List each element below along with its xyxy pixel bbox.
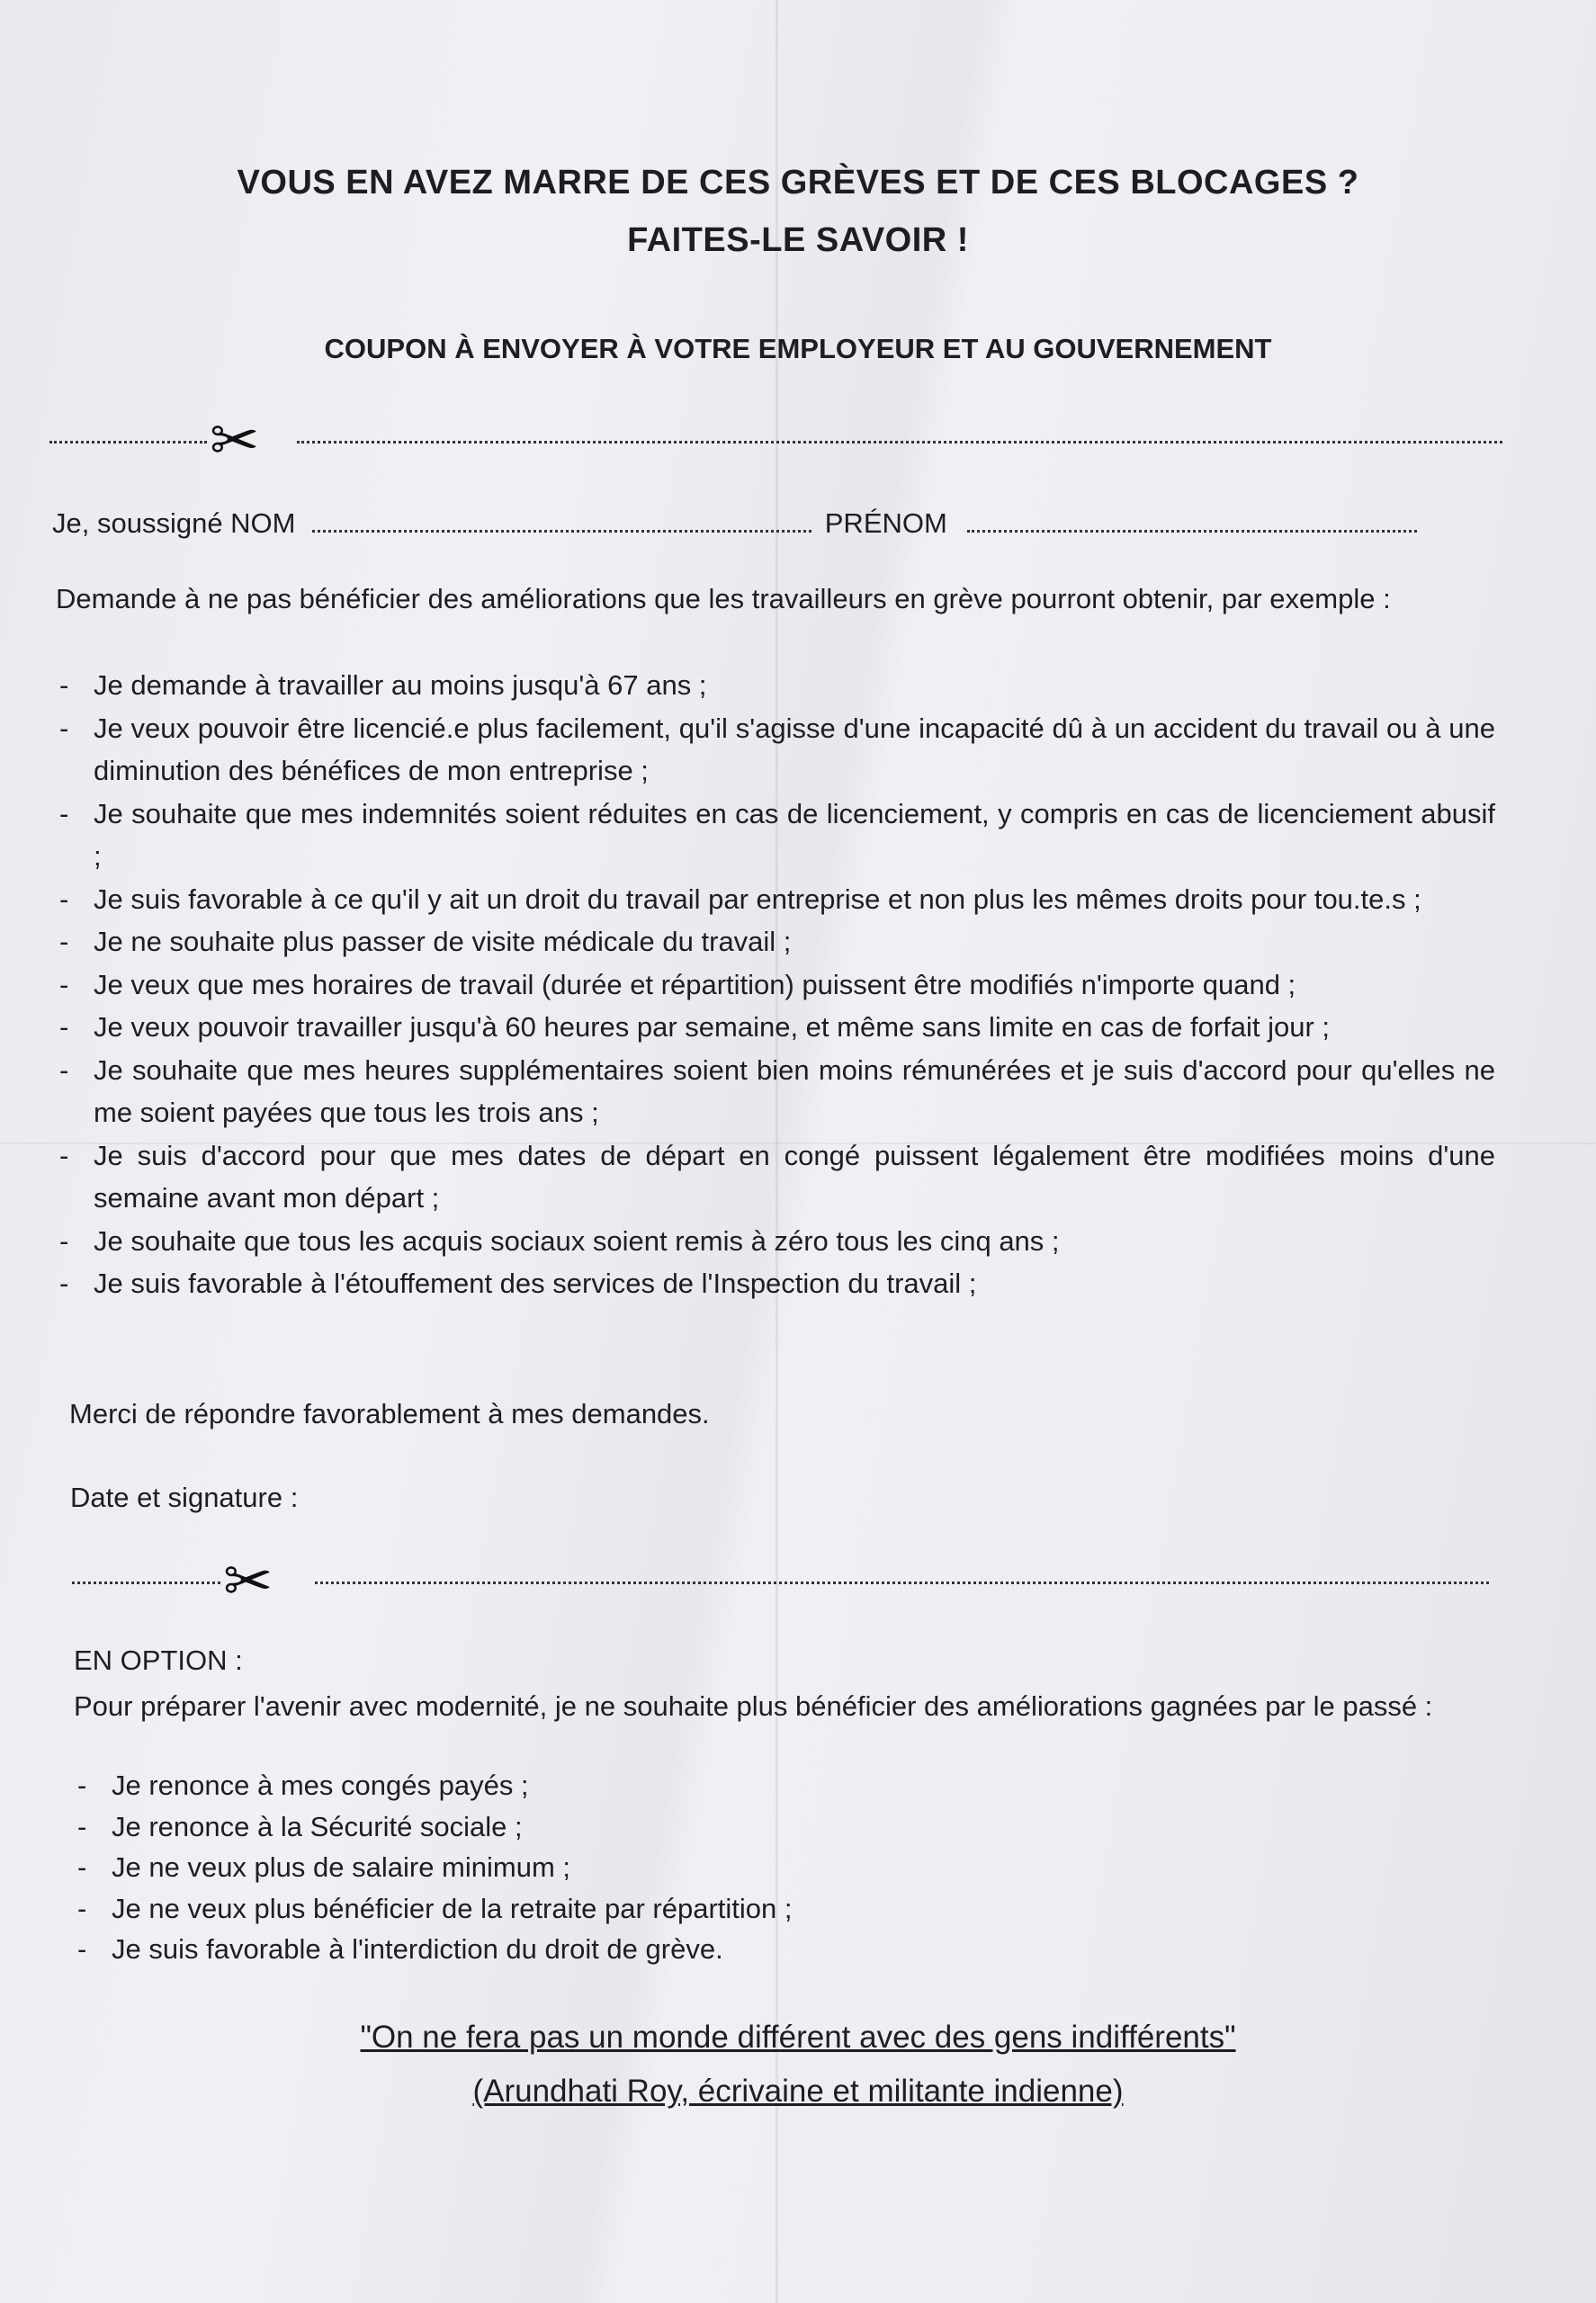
date-signature-label: Date et signature : xyxy=(70,1482,299,1513)
cut-line-top xyxy=(49,407,1502,473)
cut-line-dots xyxy=(315,1582,1489,1584)
list-item: - Je veux pouvoir travailler jusqu'à 60 heures par semaine, et même sans limite en cas de forfait jour ; xyxy=(56,1006,1495,1049)
option-text: Pour préparer l'avenir avec modernité, je ne souhaite plus bénéficier des améliorations gagnées par le passé : xyxy=(74,1690,1433,1722)
option-heading: EN OPTION : xyxy=(74,1644,243,1676)
closing-text: Merci de répondre favorablement à mes demandes. xyxy=(69,1398,710,1429)
list-item: - Je demande à travailler au moins jusqu'à 67 ans ; xyxy=(56,664,1495,707)
scissors-icon: ✂ xyxy=(210,407,260,473)
list-item: - Je suis favorable à ce qu'il y ait un droit du travail par entreprise et non plus les mêmes droits pour tou.te.s ; xyxy=(56,878,1495,921)
nom-label: Je, soussigné NOM xyxy=(52,507,296,539)
cut-line-dots xyxy=(297,441,1502,444)
title-line-2: FAITES-LE SAVOIR ! xyxy=(627,221,969,259)
list-item: - Je ne veux plus de salaire minimum ; xyxy=(74,1847,1423,1888)
cut-line-dots xyxy=(49,441,207,444)
demands-list xyxy=(56,664,1495,1305)
list-item: - Je souhaite que tous les acquis sociaux soient remis à zéro tous les cinq ans ; xyxy=(56,1220,1495,1263)
intro-text: Demande à ne pas bénéficier des améliorations que les travailleurs en grève pourront obtenir, par exemple : xyxy=(56,583,1391,614)
option-list xyxy=(74,1765,1423,1970)
list-item: - Je suis favorable à l'étouffement des services de l'Inspection du travail ; xyxy=(56,1262,1495,1305)
list-item: - Je veux pouvoir être licencié.e plus facilement, qu'il s'agisse d'une incapacité dû à un accident du travail ou à une diminution des bénéfices de mon entreprise ; xyxy=(56,707,1495,793)
scissors-icon: ✂ xyxy=(223,1547,273,1614)
prenom-label: PRÉNOM xyxy=(824,507,947,539)
list-item: - Je ne souhaite plus passer de visite médicale du travail ; xyxy=(56,920,1495,963)
name-field-row xyxy=(52,506,1417,542)
cut-line-bottom xyxy=(72,1547,1489,1614)
list-item: - Je renonce à la Sécurité sociale ; xyxy=(74,1806,1423,1848)
nom-input[interactable] xyxy=(312,508,811,533)
quote-author: (Arundhati Roy, écrivaine et militante indienne) xyxy=(472,2074,1124,2109)
list-item: - Je veux que mes horaires de travail (durée et répartition) puissent être modifiés n'importe quand ; xyxy=(56,963,1495,1007)
list-item: - Je renonce à mes congés payés ; xyxy=(74,1765,1423,1806)
list-item: - Je souhaite que mes indemnités soient réduites en cas de licenciement, y compris en cas de licenciement abusif ; xyxy=(56,793,1495,878)
list-item: - Je souhaite que mes heures supplémentaires soient bien moins rémunérées et je suis d'accord pour qu'elles ne me soient payées que tous les trois ans ; xyxy=(56,1049,1495,1134)
list-item: - Je suis favorable à l'interdiction du droit de grève. xyxy=(74,1929,1423,1970)
title-line-1: VOUS EN AVEZ MARRE DE CES GRÈVES ET DE CES BLOCAGES ? xyxy=(237,164,1359,202)
list-item: - Je suis d'accord pour que mes dates de départ en congé puissent légalement être modifiées moins d'une semaine avant mon départ ; xyxy=(56,1134,1495,1220)
prenom-input[interactable] xyxy=(967,508,1417,533)
cut-line-dots xyxy=(72,1582,220,1584)
quote-text: "On ne fera pas un monde différent avec des gens indifférents" xyxy=(360,2020,1236,2055)
coupon-subtitle: COUPON À ENVOYER À VOTRE EMPLOYEUR ET AU GOUVERNEMENT xyxy=(324,333,1272,364)
list-item: - Je ne veux plus bénéficier de la retraite par répartition ; xyxy=(74,1888,1423,1930)
